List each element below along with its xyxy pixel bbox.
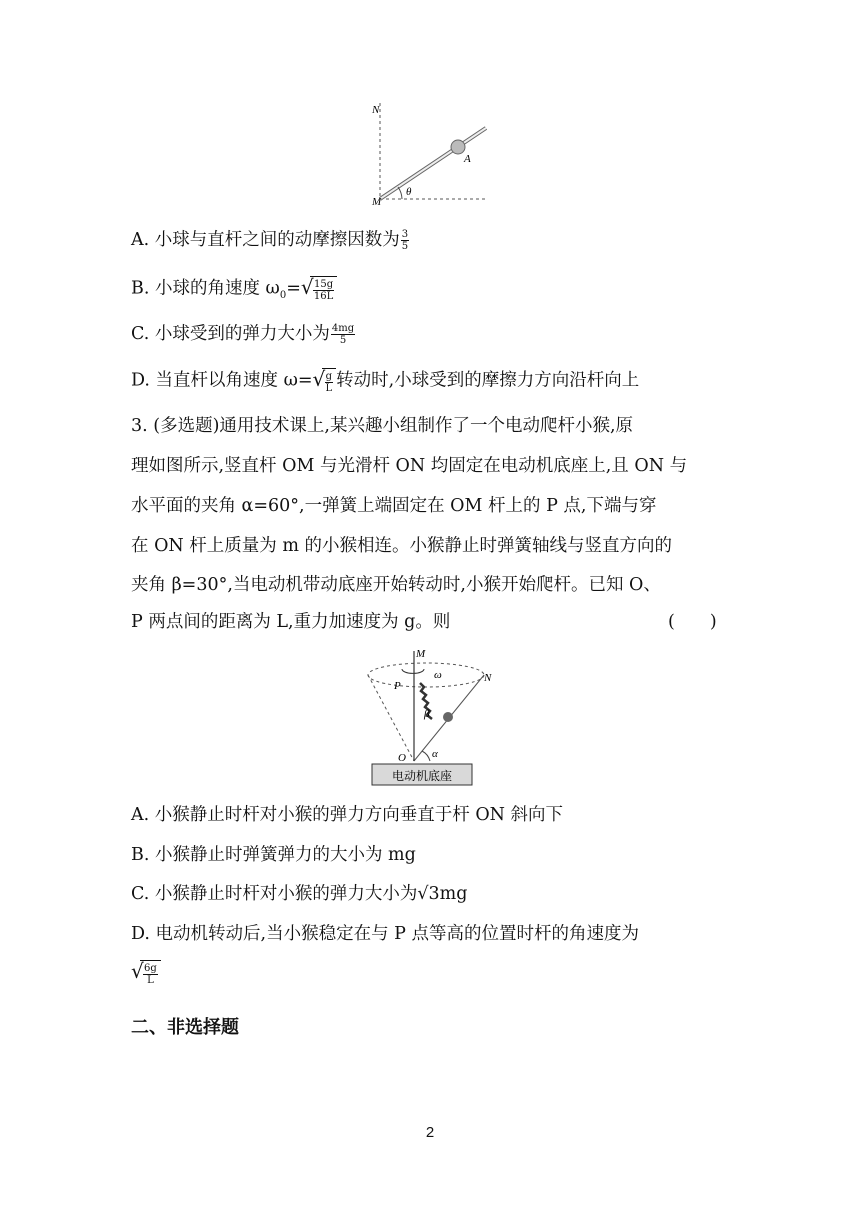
label-p: P — [394, 680, 401, 692]
label-theta: θ — [406, 186, 412, 198]
q2-option-a: A. 小球与直杆之间的动摩擦因数为 $\frac{3}{5}$ — [131, 229, 409, 252]
q3-option-d-value: √ $\frac{6g}{L}$ — [131, 960, 161, 986]
q3-stem-line2: 理如图所示,竖直杆 OM 与光滑杆 ON 均固定在电动机底座上,且 ON 与 — [131, 456, 688, 476]
figure-inclined-rod — [360, 95, 500, 210]
q3-stem-line3: 水平面的夹角 α=60°,一弹簧上端固定在 OM 杆上的 P 点,下端与穿 — [131, 496, 657, 516]
sqrt: √ $\frac{15g}{16L}$ — [301, 276, 337, 302]
q3-stem-line4: 在 ON 杆上质量为 m 的小猴相连。小猴静止时弹簧轴线与竖直方向的 — [131, 536, 673, 556]
label-beta: β — [424, 708, 430, 720]
fraction: $\frac{3}{5}$ — [401, 229, 409, 252]
label-omega: ω — [434, 669, 442, 681]
q3-stem-line5: 夹角 β=30°,当电动机带动底座开始转动时,小猴开始爬杆。已知 O、 — [131, 575, 661, 595]
label-a: A — [464, 153, 471, 165]
section-heading: 二、非选择题 — [131, 1017, 239, 1038]
page-number: 2 — [425, 1124, 435, 1141]
label-alpha: α — [432, 748, 438, 760]
answer-paren: ( ) — [668, 612, 717, 632]
q3-stem-line6: P 两点间的距离为 L,重力加速度为 g。则 — [131, 612, 451, 632]
label-o: O — [398, 752, 406, 764]
label-m: M — [372, 196, 382, 208]
q3-option-c: C. 小猴静止时杆对小猴的弹力大小为√3mg — [131, 884, 468, 904]
label-m: M — [416, 648, 426, 660]
label-n: N — [372, 104, 380, 116]
q3-option-a: A. 小猴静止时杆对小猴的弹力方向垂直于杆 ON 斜向下 — [131, 805, 564, 825]
q2-option-b: B. 小球的角速度 $\omega_0=$ √ $\frac{15g}{16L}$ — [131, 276, 337, 308]
q2-option-d: D. 当直杆以角速度 ω= √ $\frac{g}{L}$ 转动时,小球受到的摩擦力方向沿杆向上 — [131, 367, 640, 394]
q3-stem-line1: 3. (多选题)通用技术课上,某兴趣小组制作了一个电动爬杆小猴,原 — [131, 416, 634, 436]
base-label: 电动机底座 — [391, 769, 453, 783]
label-n: N — [484, 672, 492, 684]
figure-climbing-monkey — [360, 645, 510, 790]
q3-option-d: D. 电动机转动后,当小猴稳定在与 P 点等高的位置时杆的角速度为 — [131, 924, 639, 944]
q2-option-c: C. 小球受到的弹力大小为 $\frac{4mg}{5}$ — [131, 323, 355, 346]
q3-option-b: B. 小猴静止时弹簧弹力的大小为 mg — [131, 845, 416, 865]
